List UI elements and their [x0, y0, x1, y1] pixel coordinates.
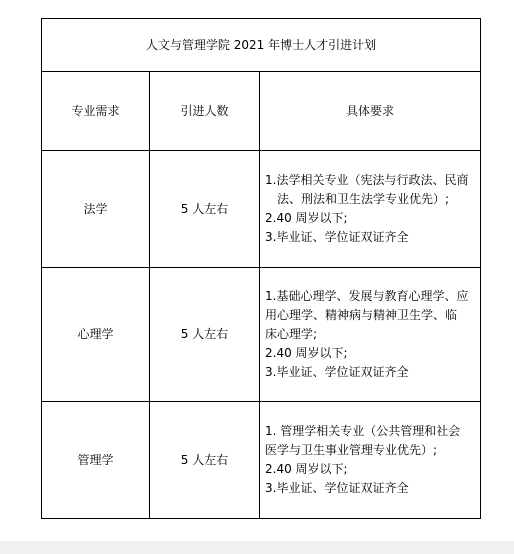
header-row	[42, 72, 481, 151]
count-cell: 5 人左右	[150, 151, 260, 268]
requirement-line: 1. 管理学相关专业（公共管理和社会	[265, 424, 461, 438]
requirement-line: 1.法学相关专业（宪法与行政法、民商	[265, 173, 469, 187]
requirement-line: 2.40 周岁以下;	[265, 346, 348, 360]
requirement-line: 3.毕业证、学位证双证齐全	[265, 365, 409, 379]
requirement-line: 2.40 周岁以下;	[265, 462, 348, 476]
header-major: 专业需求	[42, 72, 150, 151]
major-cell: 管理学	[42, 402, 150, 519]
requirements-cell	[260, 268, 481, 402]
requirement-line: 3.毕业证、学位证双证齐全	[265, 481, 409, 495]
requirement-line: 床心理学;	[265, 327, 318, 341]
count-cell: 5 人左右	[150, 402, 260, 519]
title-row	[42, 19, 481, 72]
requirement-line: 3.毕业证、学位证双证齐全	[265, 230, 409, 244]
table-title: 人文与管理学院 2021 年博士人才引进计划	[42, 19, 481, 72]
table-row-management	[42, 402, 481, 519]
header-requirements: 具体要求	[260, 72, 481, 151]
talent-plan-table	[41, 18, 481, 519]
requirement-line: 用心理学、精神病与精神卫生学、临	[265, 308, 458, 322]
major-cell: 心理学	[42, 268, 150, 402]
requirement-line: 医学与卫生事业管理专业优先）;	[265, 443, 438, 457]
requirement-line: 2.40 周岁以下;	[265, 211, 348, 225]
requirement-line: 法、刑法和卫生法学专业优先）;	[277, 192, 450, 206]
header-count: 引进人数	[150, 72, 260, 151]
requirements-cell	[260, 151, 481, 268]
requirements-cell	[260, 402, 481, 519]
requirement-line: 1.基础心理学、发展与教育心理学、应	[265, 289, 469, 303]
count-cell: 5 人左右	[150, 268, 260, 402]
major-cell: 法学	[42, 151, 150, 268]
table-row-law	[42, 151, 481, 268]
page-bottom-edge	[0, 541, 514, 554]
table-row-psychology	[42, 268, 481, 402]
